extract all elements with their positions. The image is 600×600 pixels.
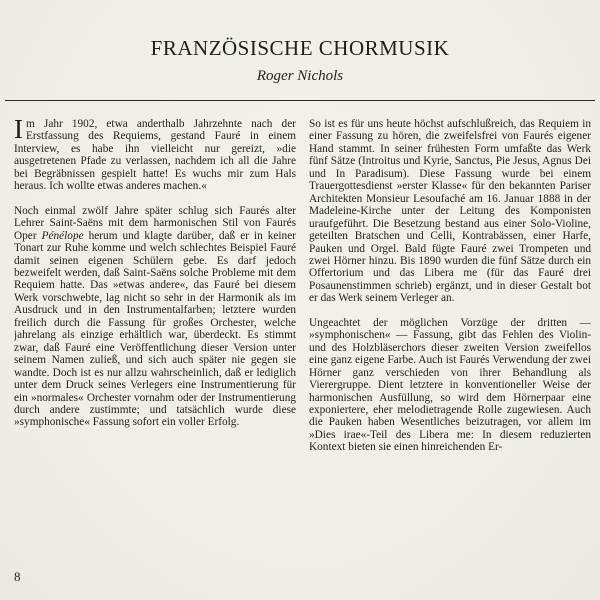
text-run: Ungeachtet der möglichen Vorzüge der dritten — »symphonischen« — Fassung, gibt das Fehlen des Violin- und des Holzbläserchors dieser zweiten Version zweifellos eine ganz eigene Farbe. Auch ist Faurés Verwendung der zwei Hörner ganz verschieden von ihrer Behandlung als Vierergruppe. Dient letztere in konventioneller Weise der harmonischen Ausfüllung, so wird dem Hörnerpaar eine exponiertere, eher melodietragende Rolle zugewiesen. Auch die Pauken haben Wesentliches beizutragen, vor allem im »Dies irae«-Teil des Libera me: In diesem reduzierten Kontext bieten sie einen hinreichenden Er- <box>309 316 591 454</box>
text-column-left <box>14 118 296 554</box>
text-run-italic: Pénélope <box>41 229 84 242</box>
paragraph <box>309 317 591 454</box>
paragraph <box>309 118 591 305</box>
author-byline: Roger Nichols <box>256 68 344 84</box>
drop-cap: I <box>14 118 23 144</box>
text-run: Noch einmal zwölf Jahre später schlug sich Faurés alter Lehrer Saint-Saëns mit dem harmonischen Stil von Faurés Oper <box>14 204 296 242</box>
text-run: m Jahr 1902, etwa anderthalb Jahrzehnte nach der Erstfassung des Requiems, gestand Fauré in einem Interview, es habe ihn vielleicht nur gereizt, »die ausgetretenen Pfade zu verlassen, nachdem ich all die Jahre bei Begräbnissen gespielt hatte! Es wuchs mir zum Hals heraus. Ich wollte etwas anderes machen.« <box>14 118 296 193</box>
paragraph <box>14 118 296 193</box>
page-number: 8 <box>14 569 21 584</box>
paragraph <box>14 205 296 429</box>
text-column-right <box>309 118 591 554</box>
header-rule <box>5 100 595 101</box>
page-title: FRANZÖSISCHE CHORMUSIK <box>150 36 450 60</box>
text-run: So ist es für uns heute höchst aufschlußreich, das Requiem in einer Fassung zu hören, die zweifelsfrei von Faurés eigener Hand stammt. In seiner frühesten Form umfaßte das Werk fünf Sätze (Introitus und Kyrie, Sanctus, Pie Jesus, Agnus Dei und In Paradisum). Diese Fassung wurde bei einem Trauergottesdienst »erster Klasse« für den bekannten Pariser Architekten Monsieur Lesoufaché am 16. Januar 1888 in der Madeleine-Kirche unter der Leitung des Komponisten uraufgeführt. Die Besetzung bestand aus einer Solo-Violine, geteilten Bratschen und Celli, Kontrabässen, einer Harfe, Pauken und Orgel. Bald fügte Fauré zwei Trompeten und zwei Hörner hinzu. Bis 1890 wurden die fünf Sätze durch ein Offertorium und das Libera me (für das Fauré drei Posaunenstimmen schrieb) ergänzt, und in dieser Gestalt bot er das Werk seinem Verleger an. <box>309 118 591 305</box>
text-run: herum und klagte darüber, daß er in keiner Tonart zur Ruhe komme und welch schlechtes Beispiel Fauré damit seinen eigenen Schülern gebe. Es darf jedoch bezweifelt werden, daß Saint-Saëns solche Probleme mit dem Requiem hatte. Das »etwas andere«, das Fauré bei diesem Werk vorschwebte, lag nicht so sehr in der Harmonik als im Ausdruck und in den Instrumentalfarben; letztere wurden freilich durch die Fassung für großes Orchester, welche jahrelang als einzige erhältlich war, überdeckt. Es stimmt zwar, daß Fauré eine Veröffentlichung dieser Version unter seinem Namen zuließ, und sich auch später nie gegen sie wandte. Doch ist es nur allzu wahrscheinlich, daß er lediglich unter dem Druck seines Verlegers eine Instrumentierung für ein »normales« Orchester vornahm oder der Instrumentierung durch andere zustimmte; und tatsächlich wurde diese »symphonische« Fassung sofort ein voller Erfolg. <box>14 229 296 429</box>
page-header <box>0 0 600 85</box>
article-body <box>14 118 591 554</box>
